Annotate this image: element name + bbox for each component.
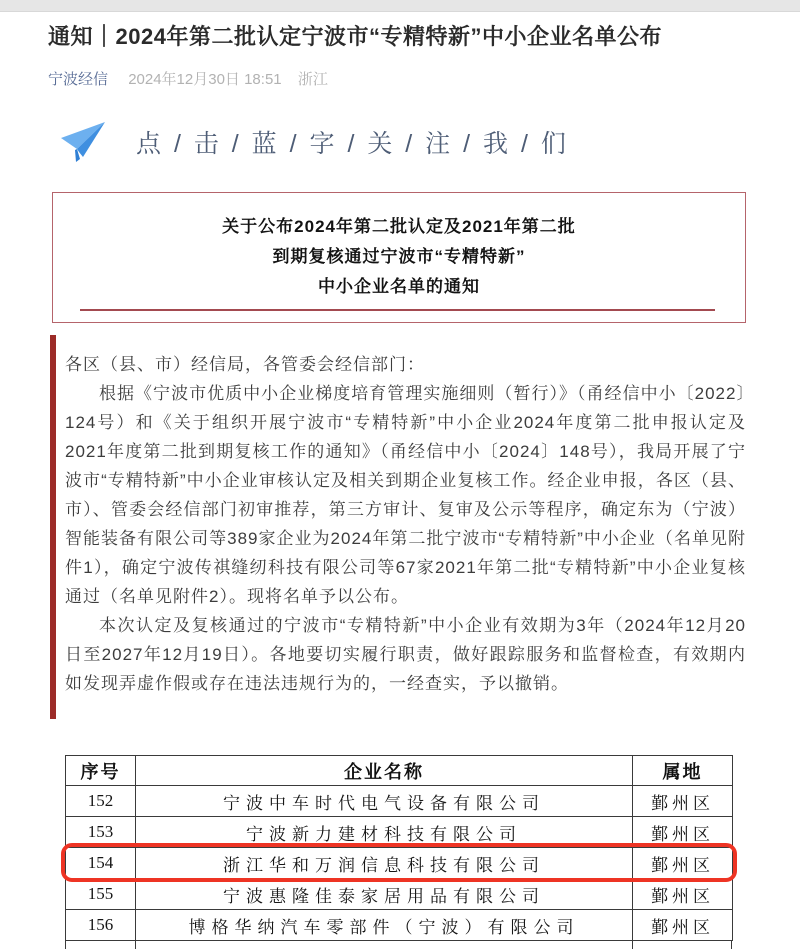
stub-border-col2 bbox=[632, 941, 633, 949]
cell-serial: 153 bbox=[66, 817, 136, 848]
notice-title-line-1: 关于公布2024年第二批认定及2021年第二批 bbox=[222, 217, 576, 236]
body-paragraphs bbox=[65, 350, 746, 698]
publish-time: 2024年12月30日 18:51 bbox=[128, 71, 282, 88]
cell-company: 宁波新力建材科技有限公司 bbox=[136, 817, 633, 848]
notice-title-box bbox=[52, 192, 746, 323]
follow-us-text: 点 / 击 / 蓝 / 字 / 关 / 注 / 我 / 们 bbox=[136, 130, 569, 158]
cell-serial: 155 bbox=[66, 879, 136, 910]
notice-divider-line bbox=[80, 309, 715, 311]
notice-title-line-3: 中小企业名单的通知 bbox=[318, 277, 480, 296]
cell-district: 鄞州区 bbox=[633, 817, 733, 848]
cell-district: 鄞州区 bbox=[633, 910, 733, 941]
cell-company: 浙江华和万润信息科技有限公司 bbox=[136, 848, 633, 879]
article-title: 通知｜2024年第二批认定宁波市“专精特新”中小企业名单公布 bbox=[48, 24, 662, 49]
stub-border-left bbox=[65, 941, 66, 949]
cell-company: 宁波惠隆佳泰家居用品有限公司 bbox=[136, 879, 633, 910]
cell-company: 宁波中车时代电气设备有限公司 bbox=[136, 786, 633, 817]
cell-serial: 152 bbox=[66, 786, 136, 817]
cell-district: 鄞州区 bbox=[633, 848, 733, 879]
col-header-company: 企业名称 bbox=[136, 756, 633, 786]
paragraph-validity: 本次认定及复核通过的宁波市“专精特新”中小企业有效期为3年（2024年12月20日至2027年12月19日）。各地要切实履行职责，做好跟踪服务和监督检查，有效期内如发现弄虚作假或存在违法违规行为的，一经查实，予以撤销。 bbox=[65, 616, 746, 693]
table-row-154-highlighted bbox=[66, 848, 733, 879]
table-continuation-stub bbox=[65, 941, 732, 949]
account-name-link[interactable]: 宁波经信 bbox=[48, 71, 109, 88]
cell-serial: 154 bbox=[66, 848, 136, 879]
left-accent-bar bbox=[50, 335, 56, 719]
stub-border-col1 bbox=[135, 941, 136, 949]
company-table bbox=[65, 755, 733, 941]
article-body bbox=[50, 335, 750, 719]
cell-district: 鄞州区 bbox=[633, 879, 733, 910]
publish-location: 浙江 bbox=[297, 71, 328, 88]
table-row-155 bbox=[66, 879, 733, 910]
col-header-serial: 序号 bbox=[66, 756, 136, 786]
follow-us-banner bbox=[60, 118, 569, 166]
table-row-152 bbox=[66, 786, 733, 817]
top-edge-strip bbox=[0, 0, 800, 12]
notice-title-line-2: 到期复核通过宁波市“专精特新” bbox=[272, 247, 526, 266]
paper-plane-icon bbox=[60, 121, 106, 163]
table-row-156 bbox=[66, 910, 733, 941]
cell-company: 博格华纳汽车零部件（宁波）有限公司 bbox=[136, 910, 633, 941]
table-row-153 bbox=[66, 817, 733, 848]
table-header-row bbox=[66, 756, 733, 786]
company-table-section bbox=[65, 755, 732, 949]
cell-district: 鄞州区 bbox=[633, 786, 733, 817]
col-header-district: 属地 bbox=[633, 756, 733, 786]
stub-border-right bbox=[731, 941, 732, 949]
cell-serial: 156 bbox=[66, 910, 136, 941]
article-meta bbox=[48, 68, 328, 89]
paragraph-salutation: 各区（县、市）经信局，各管委会经信部门： bbox=[65, 355, 425, 374]
paragraph-main: 根据《宁波市优质中小企业梯度培育管理实施细则（暂行）》（甬经信中小〔2022〕124号）和《关于组织开展宁波市“专精特新”中小企业2024年度第二批申报认定及2021年度第二批到期复核工作的通知》（甬经信中小〔2024〕148号），我局开展了宁波市“专精特新”中小企业审核认定及相关到期企业复核工作。经企业申报，各区（县、市）、管委会经信部门初审推荐，第三方审计、复审及公示等程序，确定东为（宁波）智能装备有限公司等389家企业为2024年第二批宁波市“专精特新”中小企业（名单见附件1），确定宁波传祺缝纫科技有限公司等67家2021年第二批“专精特新”中小企业复核通过（名单见附件2）。现将名单予以公布。 bbox=[65, 384, 746, 606]
